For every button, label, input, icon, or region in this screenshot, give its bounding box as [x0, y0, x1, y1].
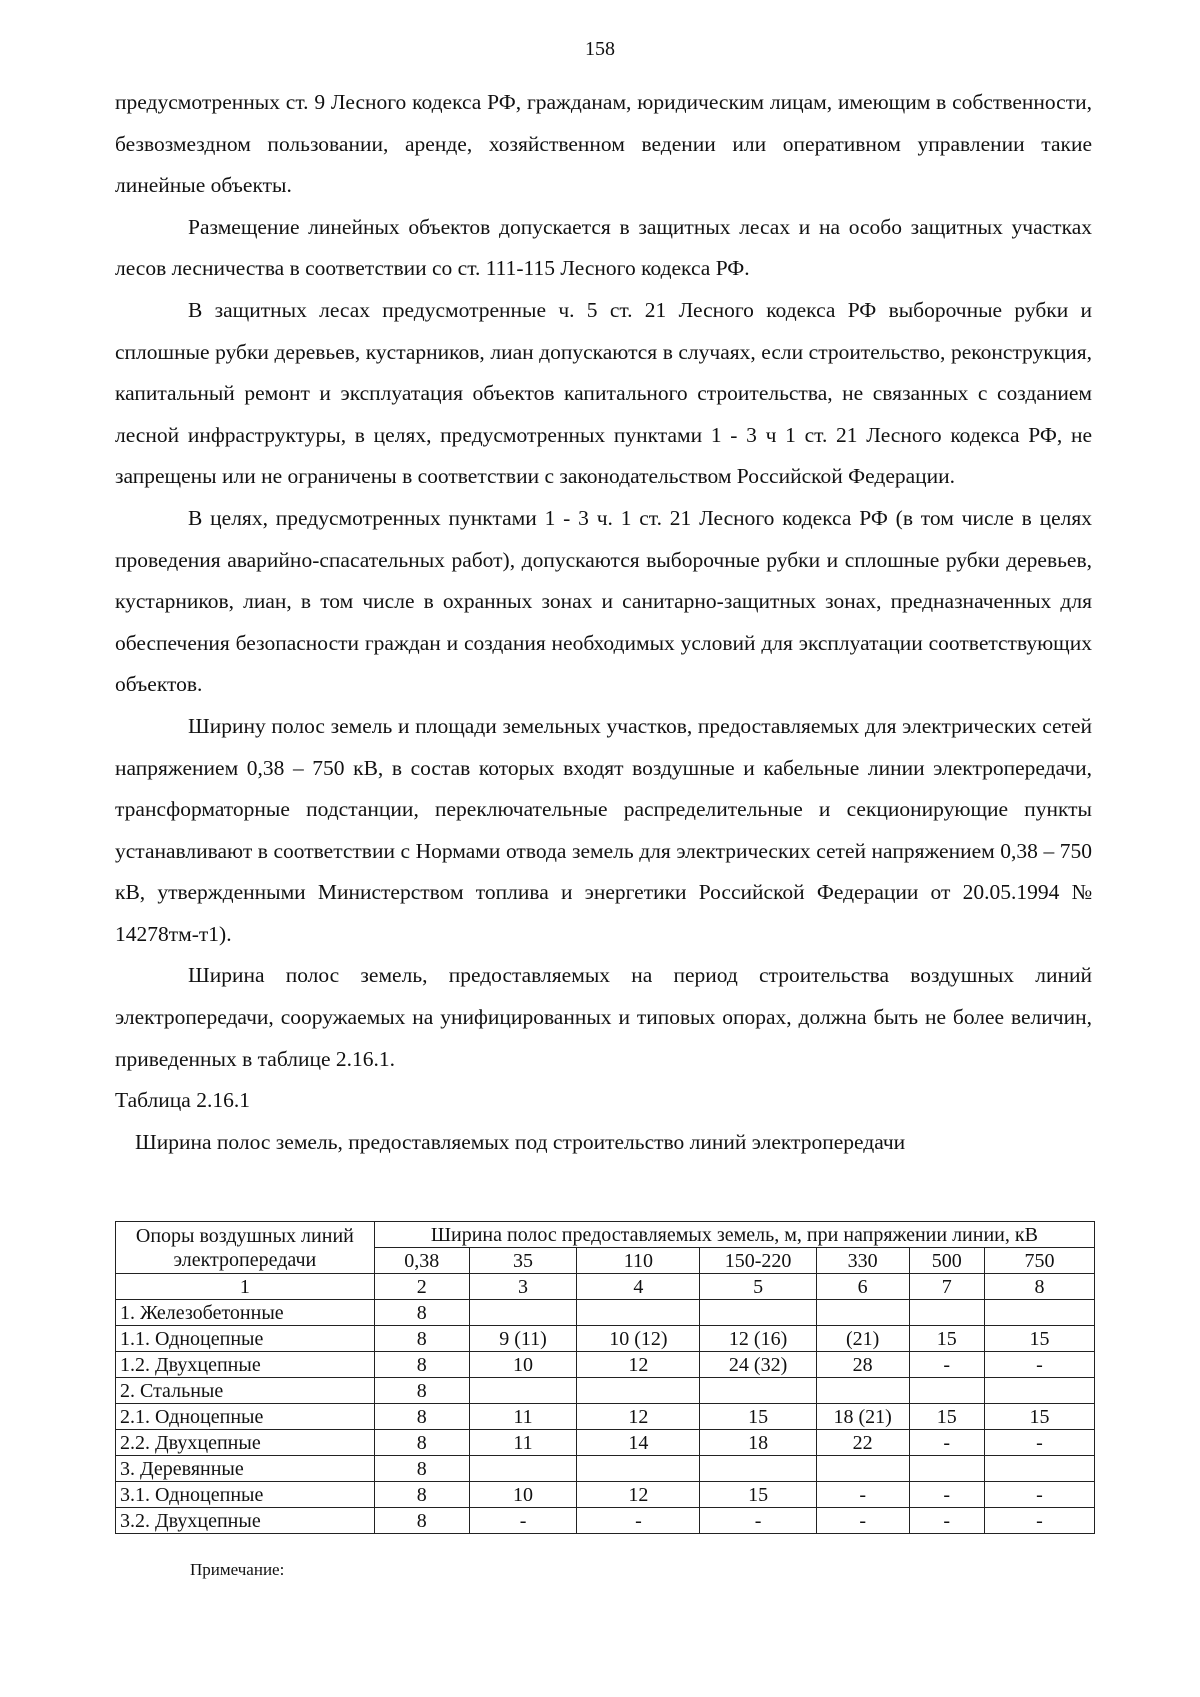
column-number: 4	[577, 1274, 700, 1300]
table-cell: 11	[469, 1430, 577, 1456]
table-cell: 8	[374, 1326, 469, 1352]
paragraph: В защитных лесах предусмотренные ч. 5 ст. 21 Лесного кодекса РФ выборочные рубки и сплошные рубки деревьев, кустарников, лиан допускаются в случаях, если строительство, реконструкция, капитальный ремонт и эксплуатация объектов капитального строительства, не связанных с созданием лесной инфраструктуры, в целях, предусмотренных пунктами 1 - 3 ч 1 ст. 21 Лесного кодекса РФ, не запрещены или не ограничены в соответствии с законодательством Российской Федерации.	[115, 297, 1092, 489]
table-cell	[577, 1378, 700, 1404]
table-cell	[577, 1456, 700, 1482]
paragraph: Размещение линейных объектов допускается в защитных лесах и на особо защитных участках лесов лесничества в соответствии со ст. 111-115 Лесного кодекса РФ.	[115, 214, 1092, 281]
table-cell: -	[984, 1352, 1094, 1378]
table-cell: 22	[816, 1430, 909, 1456]
table-cell: -	[909, 1430, 984, 1456]
table-cell	[984, 1456, 1094, 1482]
table-cell: -	[909, 1352, 984, 1378]
table-cell: 12	[577, 1352, 700, 1378]
table-cell: -	[816, 1482, 909, 1508]
table-cell	[816, 1456, 909, 1482]
table-cell: 8	[374, 1404, 469, 1430]
table-cell: 14	[577, 1430, 700, 1456]
table-cell	[816, 1300, 909, 1326]
row-label: 1. Железобетонные	[116, 1300, 375, 1326]
table-cell: 8	[374, 1430, 469, 1456]
header-width-group: Ширина полос предоставляемых земель, м, при напряжении линии, кВ	[374, 1222, 1094, 1248]
row-label: 1.2. Двухцепные	[116, 1352, 375, 1378]
table-cell	[469, 1378, 577, 1404]
table-cell: 8	[374, 1378, 469, 1404]
page-number: 158	[585, 38, 615, 60]
table-cell	[909, 1378, 984, 1404]
table-cell: 8	[374, 1456, 469, 1482]
table-row	[116, 1300, 1095, 1326]
table-cell: -	[469, 1508, 577, 1534]
table-cell: 12	[577, 1482, 700, 1508]
table-cell: 8	[374, 1482, 469, 1508]
row-label: 3.2. Двухцепные	[116, 1508, 375, 1534]
table-cell: 18	[700, 1430, 816, 1456]
table-cell: 18 (21)	[816, 1404, 909, 1430]
voltage-cell: 110	[577, 1248, 700, 1274]
paragraph: Ширину полос земель и площади земельных участков, предоставляемых для электрических сетей напряжением 0,38 – 750 кВ, в состав которых входят воздушные и кабельные линии электропередачи, трансформаторные подстанции, переключательные распределительные и секционирующие пункты устанавливают в соответствии с Нормами отвода земель для электрических сетей напряжением 0,38 – 750 кВ, утвержденными Министерством топлива и энергетики Российской Федерации от 20.05.1994 № 14278тм-т1).	[115, 713, 1092, 946]
table-row	[116, 1352, 1095, 1378]
table-title: Ширина полос земель, предоставляемых под строительство линий электропередачи	[135, 1129, 906, 1154]
table-cell: -	[700, 1508, 816, 1534]
note-label: Примечание:	[190, 1560, 285, 1579]
land-width-table	[115, 1221, 1095, 1534]
paragraph: В целях, предусмотренных пунктами 1 - 3 ч. 1 ст. 21 Лесного кодекса РФ (в том числе в целях проведения аварийно-спасательных работ), допускаются выборочные рубки и сплошные рубки деревьев, кустарников, лиан, в том числе в охранных зонах и санитарно-защитных зонах, предназначенных для обеспечения безопасности граждан и создания необходимых условий для эксплуатации соответствующих объектов.	[115, 505, 1092, 697]
header-supports: Опоры воздушных линий электропередачи	[116, 1222, 375, 1274]
column-number: 5	[700, 1274, 816, 1300]
table-cell	[816, 1378, 909, 1404]
column-number: 1	[116, 1274, 375, 1300]
table-row	[116, 1508, 1095, 1534]
table-cell: 28	[816, 1352, 909, 1378]
table-cell	[909, 1300, 984, 1326]
table-cell: 8	[374, 1352, 469, 1378]
row-label: 3. Деревянные	[116, 1456, 375, 1482]
table-cell: 15	[700, 1482, 816, 1508]
table-cell	[984, 1378, 1094, 1404]
table-cell: 15	[984, 1326, 1094, 1352]
paragraph: предусмотренных ст. 9 Лесного кодекса РФ, гражданам, юридическим лицам, имеющим в собственности, безвозмездном пользовании, аренде, хозяйственном ведении или оперативном управлении такие линейные объекты.	[115, 90, 1092, 198]
table-cell: -	[909, 1508, 984, 1534]
table-cell	[469, 1300, 577, 1326]
table-cell: 10	[469, 1352, 577, 1378]
table-cell: 15	[984, 1404, 1094, 1430]
column-number: 3	[469, 1274, 577, 1300]
table-cell: 11	[469, 1404, 577, 1430]
voltage-cell: 0,38	[374, 1248, 469, 1274]
voltage-cell: 150-220	[700, 1248, 816, 1274]
column-number: 8	[984, 1274, 1094, 1300]
table-cell: -	[984, 1430, 1094, 1456]
table-cell	[700, 1378, 816, 1404]
table-row	[116, 1430, 1095, 1456]
table-cell	[984, 1300, 1094, 1326]
table-cell: 10 (12)	[577, 1326, 700, 1352]
table-row	[116, 1326, 1095, 1352]
table-header-row	[116, 1222, 1095, 1248]
row-label: 2. Стальные	[116, 1378, 375, 1404]
table-row	[116, 1482, 1095, 1508]
table-cell: -	[577, 1508, 700, 1534]
table-cell: 8	[374, 1508, 469, 1534]
row-label: 2.1. Одноцепные	[116, 1404, 375, 1430]
table-cell: 10	[469, 1482, 577, 1508]
table-row	[116, 1404, 1095, 1430]
table-cell	[700, 1456, 816, 1482]
table-cell: -	[984, 1482, 1094, 1508]
table-number: Таблица 2.16.1	[115, 1088, 250, 1113]
table-cell: -	[816, 1508, 909, 1534]
voltage-cell: 500	[909, 1248, 984, 1274]
row-label: 1.1. Одноцепные	[116, 1326, 375, 1352]
table-cell	[469, 1456, 577, 1482]
table-cell: 12	[577, 1404, 700, 1430]
voltage-cell: 750	[984, 1248, 1094, 1274]
table-cell	[577, 1300, 700, 1326]
table-row	[116, 1456, 1095, 1482]
table-numbering-row	[116, 1274, 1095, 1300]
table-cell: (21)	[816, 1326, 909, 1352]
table-row	[116, 1378, 1095, 1404]
table-cell: 12 (16)	[700, 1326, 816, 1352]
voltage-cell: 35	[469, 1248, 577, 1274]
table-cell: -	[984, 1508, 1094, 1534]
table-cell: 9 (11)	[469, 1326, 577, 1352]
table-cell: 24 (32)	[700, 1352, 816, 1378]
table-cell: 15	[909, 1326, 984, 1352]
table-cell: 8	[374, 1300, 469, 1326]
voltage-cell: 330	[816, 1248, 909, 1274]
row-label: 2.2. Двухцепные	[116, 1430, 375, 1456]
table-cell	[700, 1300, 816, 1326]
row-label: 3.1. Одноцепные	[116, 1482, 375, 1508]
column-number: 7	[909, 1274, 984, 1300]
column-number: 2	[374, 1274, 469, 1300]
paragraph: Ширина полос земель, предоставляемых на период строительства воздушных линий электропередачи, сооружаемых на унифицированных и типовых опорах, должна быть не более величин, приведенных в таблице 2.16.1.	[115, 963, 1092, 1071]
table-cell: -	[909, 1482, 984, 1508]
table-cell	[909, 1456, 984, 1482]
column-number: 6	[816, 1274, 909, 1300]
table-cell: 15	[909, 1404, 984, 1430]
body-text	[115, 82, 1092, 1163]
table-cell: 15	[700, 1404, 816, 1430]
